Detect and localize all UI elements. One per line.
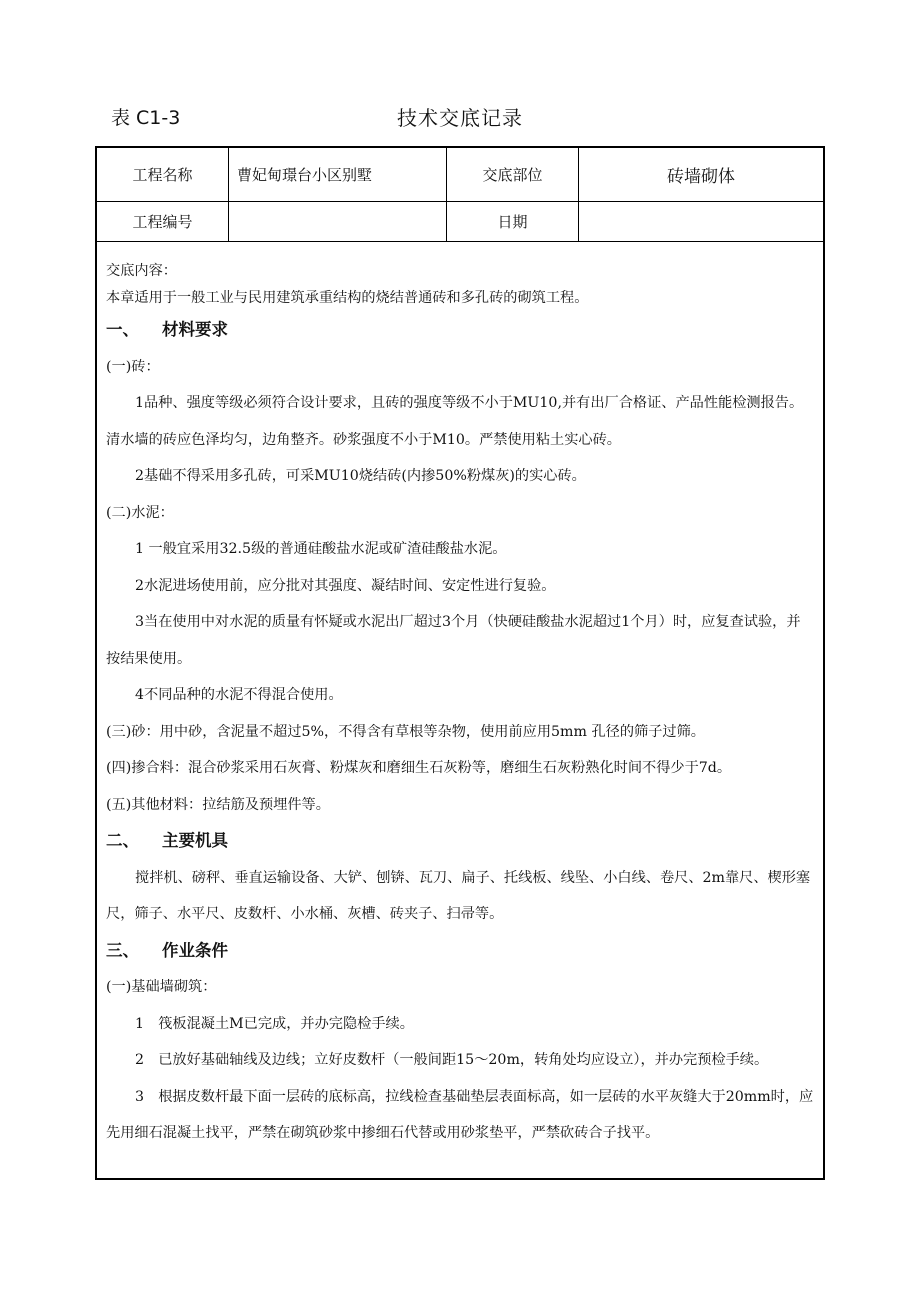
subsection-label: (一)砖： [106, 358, 160, 375]
paragraph: 4不同品种的水泥不得混合使用。 [135, 687, 343, 703]
project-no-value [229, 202, 446, 241]
subsection-label: (二)水泥： [106, 504, 174, 521]
paragraph: 1 一般宜采用32.5级的普通硅酸盐水泥或矿渣硅酸盐水泥。 [135, 541, 507, 557]
paragraph: 3 根据皮数杆最下面一层砖的底标高，拉线检查基础垫层表面标高，如一层砖的水平灰缝大于20mm时，应先用细石混凝土找平，严禁在砌筑砂浆中掺细石代替或用砂浆垫平，严禁砍砖合子找平。 [106, 1088, 814, 1141]
row-divider [97, 241, 823, 242]
paragraph: 1品种、强度等级必须符合设计要求，且砖的强度等级不小于MU10,并有出厂合格证、产品性能检测报告。清水墙的砖应色泽均匀，边角整齐。砂浆强度不小于M10。严禁使用粘土实心砖。 [106, 395, 804, 448]
date-value [579, 202, 823, 241]
paragraph: 3当在使用中对水泥的质量有怀疑或水泥出厂超过3个月（快硬硅酸盐水泥超过1个月）时，应复查试验，并按结果使用。 [106, 614, 801, 667]
section-number: 三、 [106, 940, 139, 960]
section-heading [106, 933, 814, 970]
subsection-label: (一)基础墙砌筑： [106, 979, 217, 995]
paragraph: 2水泥进场使用前，应分批对其强度、凝结时间、安定性进行复验。 [135, 577, 556, 594]
project-name-label: 工程名称 [132, 166, 193, 184]
form-id: 表 C1-3 [111, 107, 181, 129]
document-title: 技术交底记录 [397, 106, 523, 130]
paragraph: 搅拌机、磅秤、垂直运输设备、大铲、刨锛、瓦刀、扁子、托线板、线坠、小白线、卷尺、2m靠尺、楔形塞尺，筛子、水平尺、皮数杆、小水桶、灰槽、砖夹子、扫帚等。 [106, 869, 811, 922]
record-table [95, 146, 825, 1180]
section-title: 作业条件 [162, 940, 228, 960]
section-heading [106, 312, 814, 349]
section-title: 主要机具 [162, 831, 228, 850]
disclosure-content [106, 258, 814, 1152]
paragraph: 1 筏板混凝土M已完成，并办完隐检手续。 [135, 1015, 414, 1032]
date-label: 日期 [497, 213, 528, 231]
section-number: 一、 [106, 320, 139, 339]
section-title: 材料要求 [162, 320, 228, 339]
section-number: 二、 [106, 831, 139, 850]
content-label: 交底内容： [106, 263, 177, 279]
section-heading [106, 823, 814, 860]
paragraph: (五)其他材料：拉结筋及预埋件等。 [106, 796, 330, 813]
paragraph: 2基础不得采用多孔砖，可采MU10烧结砖(内掺50%粉煤灰)的实心砖。 [135, 468, 586, 484]
paragraph: 2 已放好基础轴线及边线；立好皮数杆（一般间距15～20m，转角处均应设立），并办完预检手续。 [135, 1052, 769, 1068]
project-name-value: 曹妃甸璟台小区别墅 [237, 166, 373, 184]
part-label: 交底部位 [482, 166, 543, 184]
project-no-label: 工程编号 [132, 213, 193, 231]
content-intro: 本章适用于一般工业与民用建筑承重结构的烧结普通砖和多孔砖的砌筑工程。 [106, 290, 589, 306]
paragraph: (三)砂：用中砂，含泥量不超过5%，不得含有草根等杂物，使用前应用5mm 孔径的筛子过筛。 [106, 723, 705, 740]
part-value: 砖墙砌体 [667, 167, 735, 187]
paragraph: (四)掺合料：混合砂浆采用石灰膏、粉煤灰和磨细生石灰粉等，磨细生石灰粉熟化时间不得少于7d。 [106, 760, 732, 776]
